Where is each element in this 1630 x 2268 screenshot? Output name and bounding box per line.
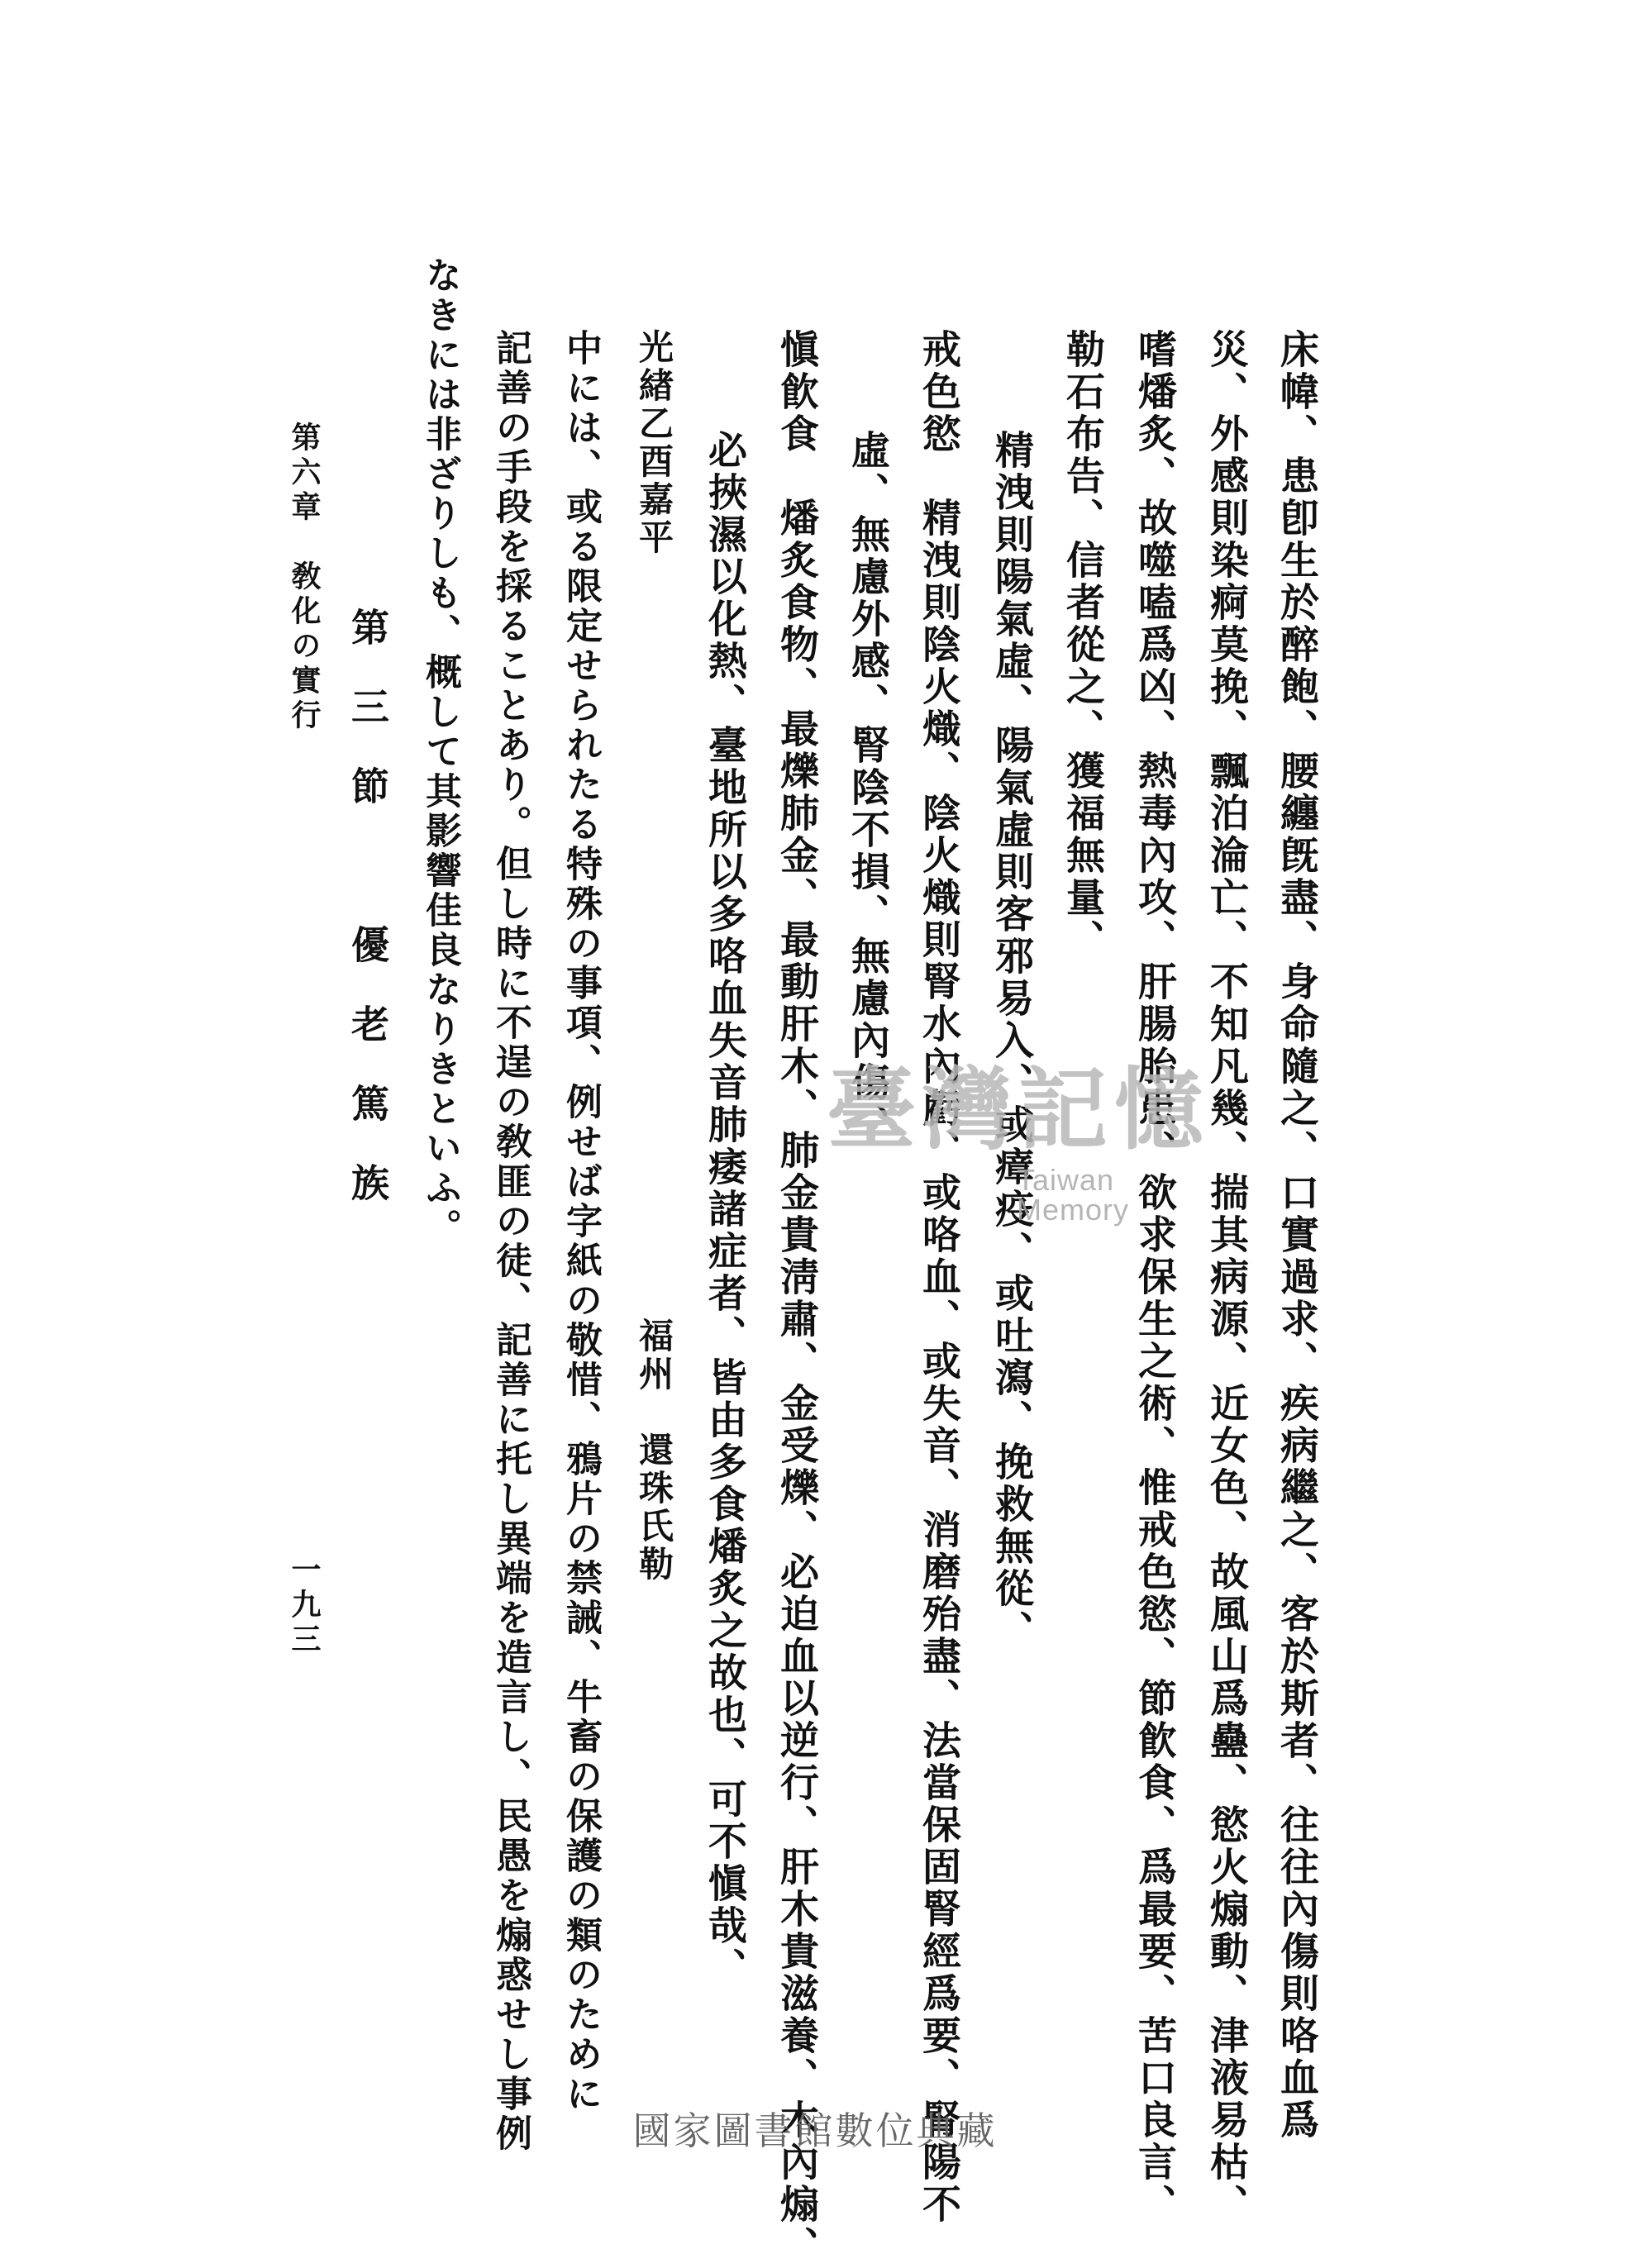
text-column-5: 精洩則陽氣虛、陽氣虛則客邪易入、或瘴疫、或吐瀉、挽救無從、 (989, 430, 1034, 1652)
watermark (827, 1059, 1211, 1227)
text-column-13: なきには非ざりしも、概して其影響佳良なりきといふ。 (419, 256, 461, 1248)
section-title: 第三節 優老篤族 (346, 608, 390, 1242)
text-column-2: 災、外感則染痾莫挽、飄泊淪亡、不知凡幾、揣其病源、近女色、故風山爲蠱、慾火煽動、津液易枯、 (1203, 329, 1249, 2226)
text-column-6: 戒色慾 精洩則陰火熾、陰火熾則腎水內虧、或咯血、或失音、消磨殆盡、法當保固腎經爲要、腎陽不 (916, 329, 961, 2226)
text-column-1: 床幃、患卽生於醉飽、腰纏旣盡、身命隨之、口實過求、疾病繼之、客於斯者、往往內傷則咯血爲 (1274, 329, 1319, 2142)
text-column-10-colophon: 光緖乙酉嘉平 福州 還珠氏勒 (634, 329, 674, 1584)
footer-archive-label: 國家圖書館數位典藏 (632, 2108, 998, 2153)
page-number: 一九三 (287, 1554, 322, 1658)
text-column-7: 虛、無慮外感、腎陰不損、無慮內傷、 (845, 430, 890, 1146)
text-column-3: 嗜燔炙、故噬嗑爲凶、熱毒內攻、肝腸胎患、欲求保生之術、惟戒色慾、節飮食、爲最要、苦口良言、 (1132, 329, 1177, 2226)
text-column-11: 中には、或る限定せられたる特殊の事項、例せば字紙の敬惜、鴉片の禁誡、牛畜の保護の類のために (560, 329, 602, 2114)
watermark-chinese: 臺灣記憶 (827, 1059, 1211, 1162)
text-column-4: 勒石布告、信者從之、獲福無量、 (1060, 329, 1105, 961)
text-column-8: 愼飮食 燔炙食物、最爍肺金、最動肝木、肺金貴淸肅、金受爍、必迫血以逆行、肝木貴滋養、木內煽、 (774, 329, 819, 2268)
text-column-12: 記善の手段を採ることあり。但し時に不逞の敎匪の徒、記善に托し異端を造言し、民愚を煽惑せし事例 (489, 329, 531, 2154)
watermark-english: Taiwan Memory (1017, 1163, 1130, 1227)
text-column-9: 必挾濕以化熱、臺地所以多咯血失音肺痿諸症者、皆由多食燔炙之故也、可不愼哉、 (702, 430, 747, 1989)
chapter-header: 第六章 敎化の實行 (287, 422, 322, 734)
